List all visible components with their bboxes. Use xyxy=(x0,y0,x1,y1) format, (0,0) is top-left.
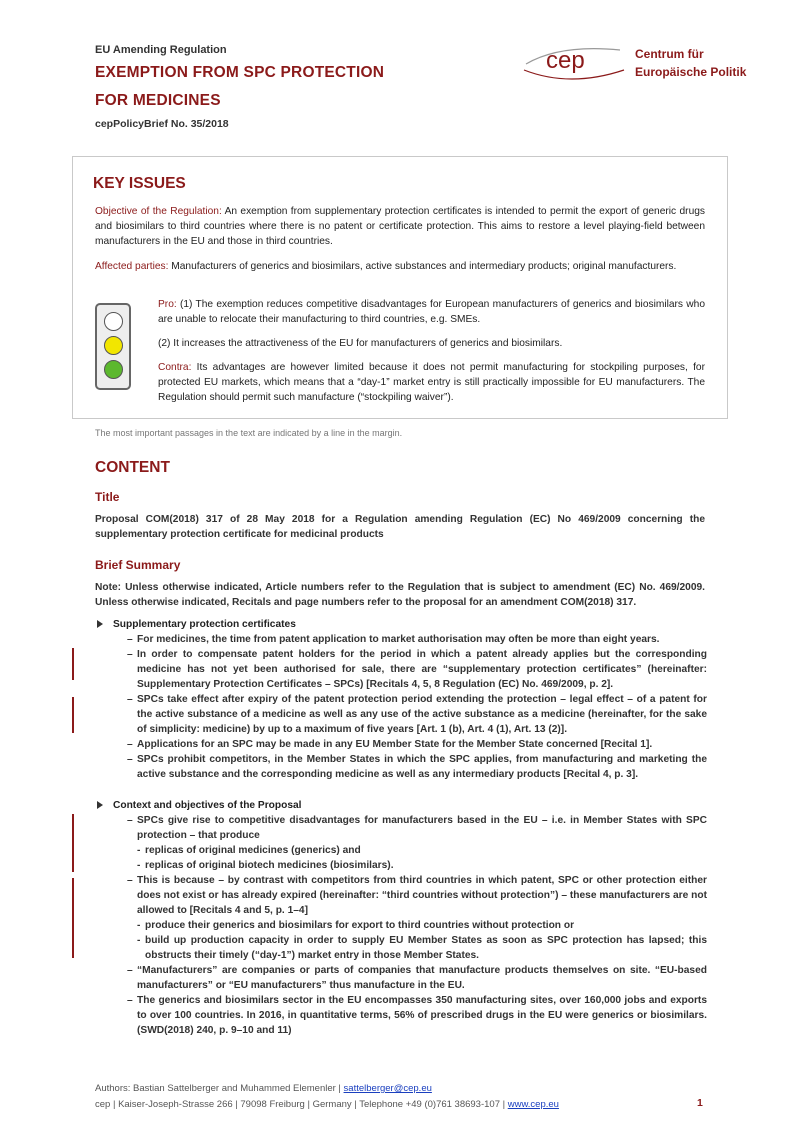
sub-list-item: - replicas of original medicines (generics) and xyxy=(137,843,707,858)
dash-list xyxy=(95,632,707,782)
section-supplementary-protection xyxy=(95,617,707,782)
logo-text-line1: Centrum für xyxy=(635,47,704,61)
margin-line xyxy=(72,648,74,680)
section-context-objectives xyxy=(95,798,707,1038)
pro-label: Pro: xyxy=(158,299,177,310)
list-item xyxy=(127,813,707,873)
list-item xyxy=(127,873,707,963)
list-item: – “Manufacturers” are companies or parts of companies that manufacture products themselves on site. “EU-based manufacturers” or “EU manufacturers” thus manufacture in the EU. xyxy=(127,963,707,993)
page-number: 1 xyxy=(697,1097,703,1109)
logo-text xyxy=(635,45,746,81)
pro-text-1: (1) The exemption reduces competitive disadvantages for European manufacturers of generics and biosimilars who are unable to relocate their manufacturing to third countries, e.g. SMEs. xyxy=(158,299,705,325)
brief-summary-heading: Brief Summary xyxy=(95,558,181,572)
document-kicker: EU Amending Regulation xyxy=(95,44,227,56)
contra-text: Its advantages are however limited because it does not permit manufacturing for stockpiling purposes, for protected EU markets, which means that a “day-1” market entry is still practically impossible for EU manufacturers. The Regulation should permit such manufacture (“stockpiling waiver”). xyxy=(158,362,705,403)
page-title-line2: FOR MEDICINES xyxy=(95,92,221,109)
margin-line xyxy=(72,697,74,733)
proposal-title-text: Proposal COM(2018) 317 of 28 May 2018 for a Regulation amending Regulation (EC) No 469/2009 concerning the supplementary protection certificate for medicinal products xyxy=(95,514,705,540)
traffic-light-bottom xyxy=(104,360,123,379)
list-item: – SPCs prohibit competitors, in the Member States in which the SPC applies, from manufacturing and marketing the active substance and the corresponding medicine as well as any intermediary products [Recital 4, p. 3]. xyxy=(127,752,707,782)
section-head: Supplementary protection certificates xyxy=(113,619,296,630)
logo-text-line2: Europäische Politik xyxy=(635,65,747,79)
list-item: – For medicines, the time from patent application to market authorisation may often be more than eight years. xyxy=(127,632,707,647)
list-item: – SPCs take effect after expiry of the patent protection period extending the protection – legal effect – of a patent for the active substance of a medicine as well as any use of the active substance as a medicine (hereinafter, for the sake of simplicity: medicine) by up to a maximum of five years [Art. 1 (b), Art. 4 (1), Art. 13 (2)]. xyxy=(127,692,707,737)
affected-label: Affected parties: xyxy=(95,261,169,272)
arrow-bullet-icon xyxy=(97,801,103,809)
contra-label: Contra: xyxy=(158,362,192,373)
logo-word: cep xyxy=(546,47,585,74)
brief-number: cepPolicyBrief No. 35/2018 xyxy=(95,118,229,130)
authors-text: Authors: Bastian Sattelberger and Muhammed Elemenler | xyxy=(95,1083,344,1094)
contra-paragraph xyxy=(158,360,705,405)
sub-list-item: - build up production capacity in order to supply EU Member States as soon as SPC protection has lapsed; this obstructs their timely (“day-1”) market entry in those Member States. xyxy=(137,933,707,963)
dash-list xyxy=(95,813,707,1038)
objective-paragraph xyxy=(95,204,705,249)
address-text: cep | Kaiser-Joseph-Strasse 266 | 79098 Freiburg | Germany | Telephone +49 (0)761 38693-107 | xyxy=(95,1099,508,1110)
margin-note: The most important passages in the text are indicated by a line in the margin. xyxy=(95,428,403,438)
traffic-light-icon xyxy=(95,303,131,390)
footer-address xyxy=(95,1099,559,1110)
affected-paragraph xyxy=(95,259,705,274)
margin-line xyxy=(72,814,74,872)
list-item: – The generics and biosimilars sector in the EU encompasses 350 manufacturing sites, over 160,000 jobs and exports to over 100 countries. In 2016, in quantitative terms, 56% of prescribed drugs in the EU were generics or biosimilars. (SWD(2018) 240, p. 9–10 and 11) xyxy=(127,993,707,1038)
list-item-text: SPCs give rise to competitive disadvantages for manufacturers based in the EU – i.e. in Member States with SPC protection – that produce xyxy=(137,815,707,841)
arrow-bullet-icon xyxy=(97,620,103,628)
cep-logo xyxy=(520,36,630,86)
list-item: – In order to compensate patent holders for the period in which a patent already applies but the corresponding medicine has not yet been authorised for sale, there are “supplementary protection certificates” (hereinafter: Supplementary Protection Certificates – SPCs) [Recitals 4, 5, 8 Regulation (EC) No. 469/2009, p. 2]. xyxy=(127,647,707,692)
footer-authors xyxy=(95,1083,432,1094)
sub-list-item: - replicas of original biotech medicines (biosimilars). xyxy=(137,858,707,873)
traffic-light-top xyxy=(104,312,123,331)
list-item: – Applications for an SPC may be made in any EU Member State for the Member State concerned [Recital 1]. xyxy=(127,737,707,752)
objective-label: Objective of the Regulation: xyxy=(95,206,222,217)
key-issues-heading: KEY ISSUES xyxy=(93,175,186,192)
key-issues-box xyxy=(72,156,728,419)
sub-list xyxy=(137,843,707,873)
pro-paragraph-2: (2) It increases the attractiveness of the EU for manufacturers of generics and biosimilars. xyxy=(158,338,563,349)
pro-paragraph-1 xyxy=(158,297,705,327)
traffic-light-middle xyxy=(104,336,123,355)
sub-list xyxy=(137,918,707,963)
website-link[interactable]: www.cep.eu xyxy=(507,1099,559,1110)
summary-note: Note: Unless otherwise indicated, Article numbers refer to the Regulation that is subject to amendment (EC) No. 469/2009. Unless otherwise indicated, Recitals and page numbers refer to the proposal for an amendment COM(2018) 317. xyxy=(95,582,705,608)
sub-list-item: - produce their generics and biosimilars for export to third countries without protection or xyxy=(137,918,707,933)
affected-text: Manufacturers of generics and biosimilars, active substances and intermediary products; original manufacturers. xyxy=(168,261,677,272)
objective-text: An exemption from supplementary protection certificates is intended to permit the export of generic drugs and biosimilars to third countries where there is no patent or certificate protection. This aims to restore a level playing-field between manufacturers in the EU and those in third countries. xyxy=(95,206,705,247)
margin-line xyxy=(72,878,74,958)
title-heading: Title xyxy=(95,490,120,504)
content-heading: CONTENT xyxy=(95,459,170,476)
page-title-line1: EXEMPTION FROM SPC PROTECTION xyxy=(95,64,385,81)
list-item-text: This is because – by contrast with competitors from third countries in which patent, SPC or other protection either does not exist or has already expired (hereinafter: “third countries without protection”) – these manufacturers are not allowed to [Recitals 4 and 5, p. 1–4] xyxy=(137,875,707,916)
author-email-link[interactable]: sattelberger@cep.eu xyxy=(343,1083,432,1094)
section-head: Context and objectives of the Proposal xyxy=(113,800,302,811)
